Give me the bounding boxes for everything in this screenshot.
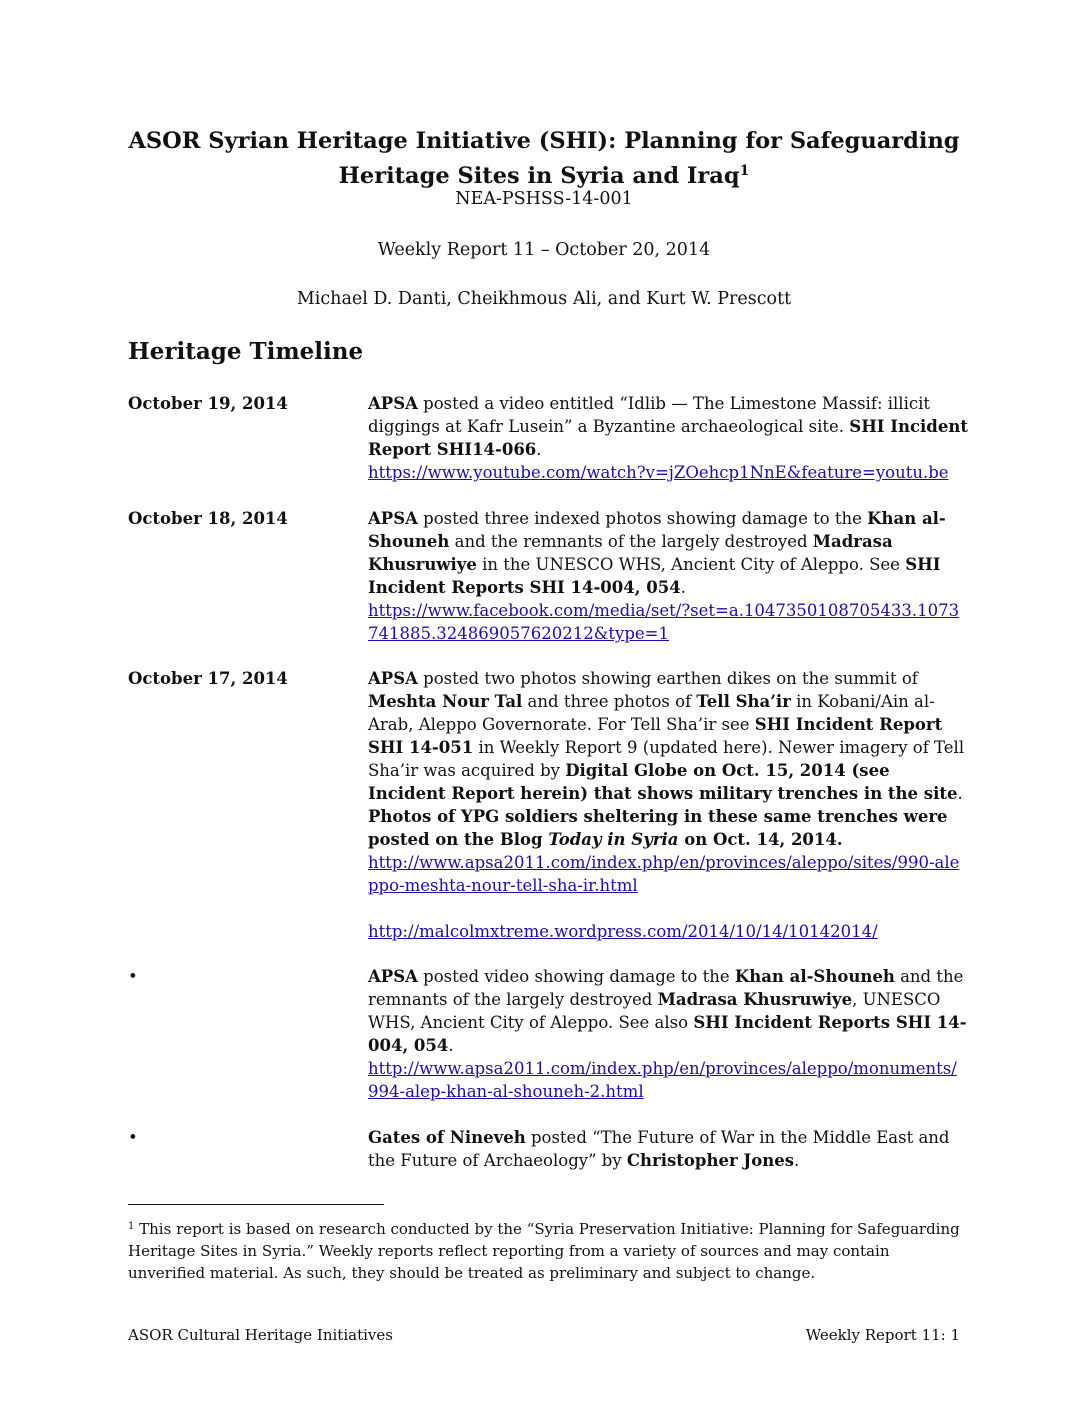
entry-text-run: posted a video entitled “Idlib — The Limestone Massif: illicit diggings at Kafr Lusein” a Byzantine archaeological site.	[368, 394, 931, 436]
incident-report-ref: SHI Incident Reports SHI 14-004, 054	[368, 555, 941, 597]
incident-report-ref: SHI Incident Report SHI14-066	[368, 417, 968, 459]
entry-date: October 18, 2014	[128, 509, 288, 528]
entry-text-run: posted video showing damage to the	[417, 967, 735, 986]
report-title	[0, 126, 1088, 191]
title-footnote-mark[interactable]: 1	[739, 163, 750, 179]
source-link[interactable]: http://www.apsa2011.com/index.php/en/provinces/aleppo/sites/990-aleppo-meshta-nour-tell-sha-ir.html	[368, 853, 960, 895]
imagery-note: Digital Globe on Oct. 15, 2014 (see Incident Report herein) that shows military trenches in the site	[368, 761, 958, 803]
site-name: Madrasa Khusruwiye	[657, 990, 853, 1009]
authors-line: Michael D. Danti, Cheikhmous Ali, and Kurt W. Prescott	[296, 289, 792, 309]
source-name: APSA	[368, 509, 418, 528]
entry-text-run: posted “The Future of War in the Middle East and the Future of Archaeology” by	[368, 1128, 950, 1170]
entry-body	[368, 667, 968, 943]
entry-body	[368, 1126, 968, 1172]
entry-text-run: and the remnants of the largely destroyed	[368, 967, 964, 1009]
entry-body	[368, 965, 968, 1103]
source-name: APSA	[368, 967, 418, 986]
entry-text-run: in Weekly Report 9 (updated here). Newer imagery of Tell Sha’ir was acquired by	[368, 738, 965, 780]
title-line-1: ASOR Syrian Heritage Initiative (SHI): Planning for Safeguarding	[128, 128, 960, 154]
entry-body	[368, 507, 968, 645]
entry-text-run: on Oct. 14, 2014.	[678, 830, 843, 849]
incident-report-ref: SHI Incident Reports SHI 14-004, 054	[368, 1013, 967, 1055]
section-heading: Heritage Timeline	[128, 338, 364, 365]
blog-link[interactable]: http://malcolmxtreme.wordpress.com/2014/10/14/10142014/	[368, 922, 878, 941]
title-line-2-text: Heritage Sites in Syria and Iraq	[338, 163, 740, 189]
source-name: APSA	[368, 669, 418, 688]
entry-text-run: .	[957, 784, 963, 803]
site-name: Khan al-Shouneh	[734, 967, 895, 986]
incident-report-ref: SHI Incident Report SHI 14-051	[368, 715, 943, 757]
entry-text-run: posted two photos showing earthen dikes on the summit of	[417, 669, 918, 688]
bullet-marker: •	[128, 1128, 138, 1147]
footer-organization: ASOR Cultural Heritage Initiatives	[128, 1326, 393, 1344]
site-name: Khan al-Shouneh	[368, 509, 946, 551]
site-name: Meshta Nour Tal	[368, 692, 523, 711]
spacer	[368, 897, 968, 920]
footnote-divider	[128, 1204, 384, 1205]
entry-date: October 17, 2014	[128, 669, 288, 688]
bullet-marker: •	[128, 967, 138, 986]
entry-text-run: .	[448, 1036, 454, 1055]
footer-page-label: Weekly Report 11: 1	[805, 1326, 960, 1344]
entry-text-run: and three photos of	[522, 692, 697, 711]
source-name: Gates of Nineveh	[368, 1128, 526, 1147]
entry-body	[368, 392, 968, 484]
source-link[interactable]: https://www.youtube.com/watch?v=jZOehcp1NnE&feature=youtu.be	[368, 463, 949, 482]
source-link[interactable]: https://www.facebook.com/media/set/?set=a.1047350108705433.1073741885.324869057620212&type=1	[368, 601, 960, 643]
entry-text-run: .	[680, 578, 686, 597]
title-line-2	[0, 156, 1088, 191]
author-name: Christopher Jones	[626, 1151, 794, 1170]
site-name: Tell Sha’ir	[696, 692, 791, 711]
entry-text-run: .	[793, 1151, 800, 1170]
entry-text-run: , UNESCO WHS, Ancient City of Aleppo. See also	[368, 990, 941, 1032]
blog-title: Today in Syria	[548, 830, 679, 849]
photos-note	[368, 807, 948, 849]
report-date-line: Weekly Report 11 – October 20, 2014	[377, 240, 711, 260]
entry-text-run: Photos of YPG soldiers sheltering in these same trenches were posted on the Blog	[368, 807, 948, 849]
entry-text-run: .	[536, 440, 542, 459]
entry-date: October 19, 2014	[128, 394, 288, 413]
grant-number: NEA-PSHSS-14-001	[455, 189, 633, 209]
footnote-mark: 1	[128, 1221, 135, 1232]
entry-text-run: posted three indexed photos showing damage to the	[417, 509, 868, 528]
footnote	[128, 1216, 964, 1284]
site-name: Madrasa Khusruwiye	[368, 532, 893, 574]
source-link[interactable]: http://www.apsa2011.com/index.php/en/provinces/aleppo/monuments/994-alep-khan-al-shouneh-2.html	[368, 1059, 957, 1101]
entry-text-run: and the remnants of the largely destroyed	[449, 532, 813, 551]
entry-text-run: in the UNESCO WHS, Ancient City of Aleppo. See	[476, 555, 906, 574]
entry-text-run: in Kobani/Ain al-Arab, Aleppo Governorate. For Tell Sha’ir see	[368, 692, 935, 734]
source-name: APSA	[368, 394, 418, 413]
footnote-text: This report is based on research conducted by the “Syria Preservation Initiative: Planning for Safeguarding Heritage Sites in Syria.” Weekly reports reflect reporting from a variety of sources and may contain unverified material. As such, they should be treated as preliminary and subject to change.	[128, 1220, 960, 1282]
